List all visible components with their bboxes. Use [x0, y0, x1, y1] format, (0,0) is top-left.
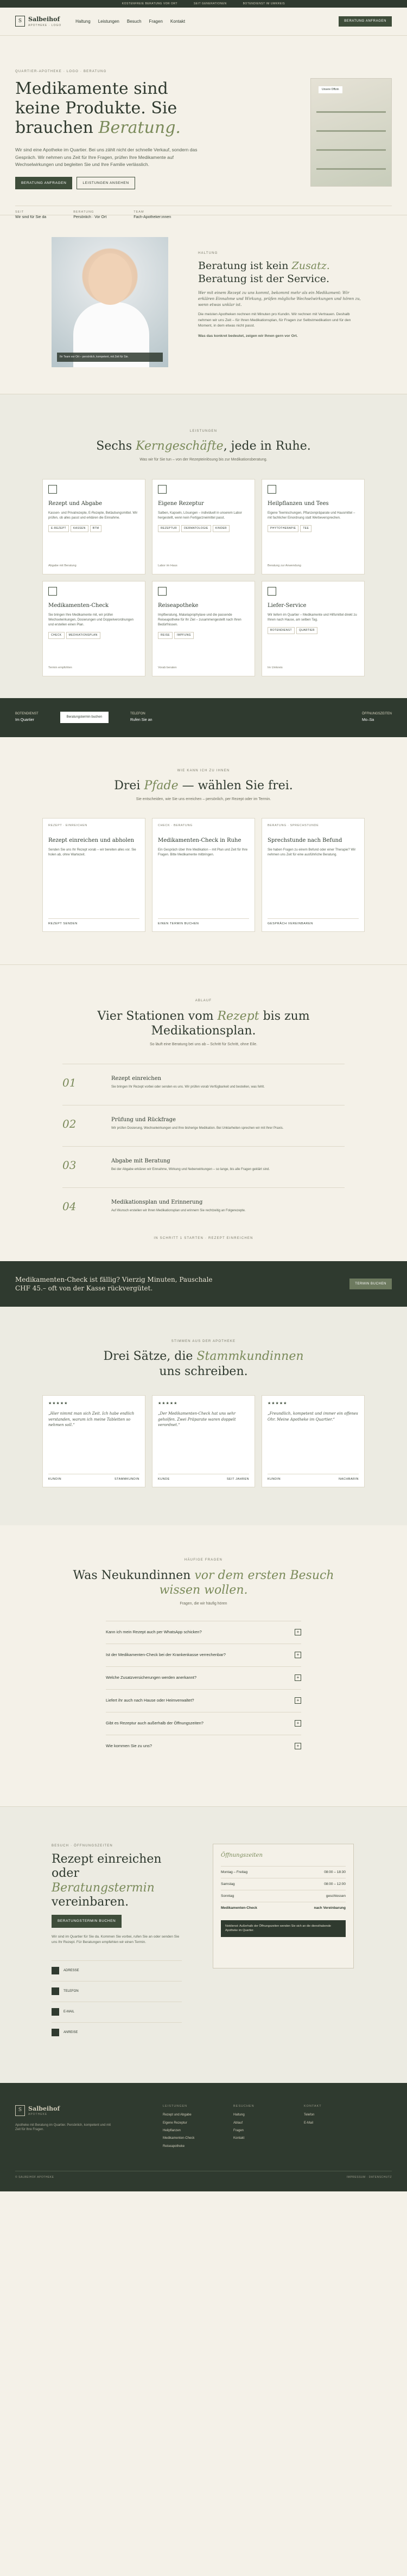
service-card[interactable]: Rezept und Abgabe Kassen- und Privatrezepte, E-Rezepte, Betäubungsmittel. Wir prüfen, ob alles passt und erklären die Einnahme. E-REZEPT KASSEN BTM Abgabe mit Beratung	[42, 479, 145, 574]
logo-mark: S	[15, 16, 25, 27]
stars-icon: ★★★★★	[268, 1402, 288, 1406]
process-footer-link[interactable]: IN SCHRITT 1 STARTEN · REZEPT EINREICHEN	[154, 1236, 253, 1240]
faq-title: Was Neukundinnen vor dem ersten Besuch wissen wollen.	[73, 1568, 334, 1597]
site-footer	[0, 2083, 407, 2191]
hours-row: Medikamenten-Check nach Vereinbarung	[221, 1902, 346, 1914]
plus-icon: +	[295, 1629, 301, 1635]
process-eyebrow: ABLAUF	[195, 999, 212, 1003]
about-eyebrow: HALTUNG	[198, 252, 218, 255]
hero-facts: SEIT Wir sind für Sie da BERATUNG Persönlich · Vor Ort TEAM Fach-Apotheker:innen	[15, 206, 392, 220]
main-nav	[0, 8, 407, 36]
reviews-section	[0, 1307, 407, 1525]
process-step: 03 Abgabe mit Beratung Bei der Abgabe erklären wir Einnahme, Wirkung und Nebenwirkungen – so lange, bis alle Fragen geklärt sind.	[62, 1146, 345, 1187]
delivery-icon	[268, 587, 276, 596]
leaf-icon	[268, 485, 276, 494]
service-card[interactable]: Medikamenten-Check Sie bringen Ihre Medikamente mit, wir prüfen Wechselwirkungen, Dosierungen und Doppelverordnungen und erstellen einen Plan. CHECK MEDIKATIONSPLAN Termin empfohlen	[42, 581, 145, 676]
services-title: Sechs Kerngeschäfte, jede in Ruhe.	[96, 439, 311, 453]
cta-text: Medikamenten-Check ist fällig? Vierzig Minuten, Pauschale CHF 45.– oft von der Kasse rückvergütet.	[15, 1275, 213, 1292]
mortar-icon	[158, 485, 167, 494]
process-section	[0, 964, 407, 1261]
about-text-strong: Was das konkret bedeutet, zeigen wir Ihnen gern vor Ort.	[198, 334, 298, 338]
footer-col-contact: KONTAKT Telefon E-Mail	[304, 2104, 322, 2125]
announcement-item: SEIT GENERATIONEN	[194, 2, 227, 5]
stars-icon: ★★★★★	[48, 1402, 68, 1406]
services-section	[0, 394, 407, 698]
announcement-item: KOSTENFREIE BERATUNG VOR ORT	[122, 2, 178, 5]
brand-name: Salbeihof	[28, 16, 60, 23]
contact-booking-button[interactable]: BERATUNGSTERMIN BUCHEN	[52, 1915, 122, 1927]
nav-link-fragen[interactable]: Fragen	[149, 18, 163, 24]
announcement-item: BOTENDIENST IM UMKREIS	[243, 2, 285, 5]
footer-logo[interactable]: S Salbeihof APOTHEKE	[15, 2105, 392, 2117]
footer-copyright: © SALBEIHOF APOTHEKE	[15, 2175, 54, 2179]
review-card: ★★★★★ „Hier nimmt man sich Zeit. Ich habe endlich verstanden, warum ich meine Tabletten so nehmen soll.“ KUNDIN STAMMKUNDIN	[42, 1395, 145, 1487]
faq-item[interactable]: Gibt es Rezeptur auch außerhalb der Öffnungszeiten? +	[106, 1712, 301, 1735]
hero-secondary-button[interactable]: LEISTUNGEN ANSEHEN	[77, 177, 135, 189]
path-card[interactable]: CHECK · BERATUNG Medikamenten-Check in Ruhe Ein Gespräch über Ihre Medikation – mit Plan und Zeit für Ihre Fragen. Bitte Medikamente mitbringen. EINEN TERMIN BUCHEN	[152, 818, 255, 932]
reviews-eyebrow: STIMMEN AUS DER APOTHEKE	[171, 1339, 236, 1343]
services-eyebrow: LEISTUNGEN	[189, 430, 218, 433]
hero-eyebrow: QUARTIER-APOTHEKE · LOGO · BERATUNG	[15, 70, 107, 73]
faq-eyebrow: HÄUFIGE FRAGEN	[184, 1558, 223, 1562]
process-subtitle: So läuft eine Beratung bei uns ab – Schritt für Schritt, ohne Eile.	[149, 1042, 258, 1046]
about-text: Die meisten Apotheken rechnen mit Minuten pro Kundin. Wir rechnen mit Vertrauen. Deshalb nehmen wir uns Zeit – für Ihren Medikationsplan, für Fragen zur Selbstmedikation und für den Moment, in dem etwas nicht passt.	[198, 312, 351, 328]
nav-cta-button[interactable]: BERATUNG ANFRAGEN	[339, 16, 392, 26]
faq-item[interactable]: Wie kommen Sie zu uns? +	[106, 1735, 301, 1757]
contact-row-directions[interactable]: ANREISE	[52, 2022, 182, 2043]
paths-title: Drei Pfade — wählen Sie frei.	[114, 779, 293, 793]
service-card[interactable]: Reiseapotheke Impfberatung, Malariaprophylaxe und die passende Reiseapotheke für Ihr Ziel – zusammengestellt nach Ihren Bedürfnissen. REISE IMPFUNG Vorab beraten	[152, 581, 255, 676]
services-subtitle: Was wir für Sie tun – von der Rezepteinlösung bis zur Medikationsberatung.	[139, 457, 268, 462]
phone-icon	[52, 1987, 59, 1995]
faq-section	[0, 1525, 407, 1806]
info-strip: BOTENDIENST Im Quartier Beratungstermin buchen TELEFON Rufen Sie an ÖFFNUNGSZEITEN Mo–Sa	[0, 698, 407, 737]
opening-hours-card	[213, 1844, 354, 1968]
review-card: ★★★★★ „Freundlich, kompetent und immer ein offenes Ohr. Meine Apotheke im Quartier.“ KUNDIN NACHBARIN	[262, 1395, 365, 1487]
nav-link-haltung[interactable]: Haltung	[75, 18, 91, 24]
about-section	[0, 215, 407, 394]
plus-icon: +	[295, 1652, 301, 1658]
pharmacist-photo	[52, 237, 168, 367]
hours-row: Samstag 08:00 – 12:00	[221, 1878, 346, 1890]
review-card: ★★★★★ „Der Medikamenten-Check hat uns sehr geholfen. Zwei Präparate waren doppelt verordnet.“ KUNDE SEIT JAHREN	[152, 1395, 255, 1487]
service-card[interactable]: Liefer-Service Wir liefern im Quartier – Medikamente und Hilfsmittel direkt zu Ihnen nach Hause, am selben Tag. BOTENDIENST QUARTIER Im Umkreis	[262, 581, 365, 676]
footer-description: Apotheke mit Beratung im Quartier. Persönlich, kompetent und mit Zeit für Ihre Fragen.	[15, 2123, 111, 2132]
brand-subtitle: APOTHEKE · LOGO	[28, 23, 62, 27]
mail-icon	[52, 2008, 59, 2016]
process-step: 02 Prüfung und Rückfrage Wir prüfen Dosierung, Wechselwirkungen und Ihre bisherige Medikation. Bei Unklarheiten sprechen wir mit Ihrer Praxis.	[62, 1105, 345, 1146]
prescription-icon	[48, 485, 57, 494]
path-action[interactable]: GESPRÄCH VEREINBAREN	[268, 918, 359, 926]
contact-row-address[interactable]: ADRESSE	[52, 1960, 182, 1981]
plus-icon: +	[295, 1697, 301, 1704]
footer-col-visit: BESUCHEN Haltung Ablauf Fragen Kontakt	[233, 2104, 255, 2140]
nav-link-besuch[interactable]: Besuch	[126, 18, 142, 24]
path-action[interactable]: REZEPT SENDEN	[48, 918, 139, 926]
emergency-note: Notdienst: Außerhalb der Öffnungszeiten wenden Sie sich an die diensthabende Apotheke im Quartier.	[221, 1920, 346, 1937]
process-title: Vier Stationen vom Rezept bis zum Medikationsplan.	[97, 1009, 310, 1038]
process-step: 04 Medikationsplan und Erinnerung Auf Wunsch erstellen wir Ihren Medikationsplan und erinnern Sie rechtzeitig an Folgerezepte.	[62, 1187, 345, 1229]
plus-icon: +	[295, 1720, 301, 1727]
contact-eyebrow: BESUCH · ÖFFNUNGSZEITEN	[52, 1844, 113, 1848]
path-card[interactable]: REZEPT · EINREICHEN Rezept einreichen und abholen Senden Sie uns Ihr Rezept vorab – wir bereiten alles vor. Sie holen ab, ohne Wartezeit. REZEPT SENDEN	[42, 818, 145, 932]
suitcase-icon	[158, 587, 167, 596]
hero-title: Medikamente sind keine Produkte. Sie brauchen Beratung.	[15, 79, 181, 138]
process-step: 01 Rezept einreichen Sie bringen Ihr Rezept vorbei oder senden es uns. Wir prüfen vorab Verfügbarkeit und bestellen, was fehlt.	[62, 1064, 345, 1105]
contact-row-email[interactable]: E-MAIL	[52, 2002, 182, 2022]
nav-link-kontakt[interactable]: Kontakt	[170, 18, 186, 24]
services-grid	[0, 479, 407, 676]
hours-row: Montag – Freitag 08:00 – 18:30	[221, 1866, 346, 1878]
pin-icon	[52, 1967, 59, 1974]
faq-item[interactable]: Welche Zusatzversicherungen werden anerkannt? +	[106, 1666, 301, 1689]
hours-row: Sonntag geschlossen	[221, 1890, 346, 1902]
strip-booking-button[interactable]: Beratungstermin buchen	[60, 712, 109, 723]
announcement-bar	[0, 0, 407, 8]
nav-link-leistungen[interactable]: Leistungen	[98, 18, 119, 24]
hero-text: Wir sind eine Apotheke im Quartier. Bei uns zählt nicht der schnelle Verkauf, sondern das Gespräch. Wir nehmen uns Zeit für Ihre Fragen, prüfen Ihre Medikamente auf Wechselwirkungen und begleiten Sie und Ihre Familie verlässlich.	[15, 147, 198, 167]
faq-item[interactable]: Ist der Medikamenten-Check bei der Krankenkasse verrechenbar? +	[106, 1644, 301, 1666]
contact-title: Rezept einreichen oder Beratungstermin vereinbaren.	[52, 1852, 162, 1909]
cta-button[interactable]: TERMIN BUCHEN	[349, 1279, 392, 1289]
hours-title: Öffnungszeiten	[221, 1852, 263, 1858]
photo-caption: Ihr Team vor Ort – persönlich, kompetent, mit Zeit für Sie.	[57, 353, 163, 362]
hero-image	[310, 78, 392, 187]
contact-section	[0, 1806, 407, 2083]
hero-image-tag: Unsere Offizin	[319, 86, 342, 93]
faq-subtitle: Fragen, die wir häufig hören	[180, 1601, 227, 1606]
footer-legal-links[interactable]: IMPRESSUM · DATENSCHUTZ	[346, 2175, 392, 2179]
plus-icon: +	[295, 1743, 301, 1749]
map-icon	[52, 2029, 59, 2036]
plus-icon: +	[295, 1674, 301, 1681]
faq-item[interactable]: Kann ich mein Rezept auch per WhatsApp schicken? +	[106, 1621, 301, 1644]
paths-section	[0, 737, 407, 965]
service-card[interactable]: Eigene Rezeptur Salben, Kapseln, Lösungen – individuell in unserem Labor hergestellt, wenn kein Fertigarzneimittel passt. REZEPTUR DERMATOLOGIE KINDER Labor im Haus	[152, 479, 255, 574]
check-cta-banner	[0, 1261, 407, 1307]
paths-eyebrow: WIE KANN ICH ZU IHNEN	[177, 769, 230, 772]
checklist-icon	[48, 587, 57, 596]
hero-section	[0, 36, 407, 219]
faq-item[interactable]: Liefert ihr auch nach Hause oder Heimverwaltet? +	[106, 1689, 301, 1712]
stars-icon: ★★★★★	[158, 1402, 178, 1406]
path-action[interactable]: EINEN TERMIN BUCHEN	[158, 918, 249, 926]
paths-subtitle: Sie entscheiden, wie Sie uns erreichen – persönlich, per Rezept oder im Termin.	[136, 797, 271, 801]
logo[interactable]	[15, 15, 61, 27]
contact-text: Wir sind im Quartier für Sie da. Kommen Sie vorbei, rufen Sie an oder senden Sie uns Ihr Rezept. Für Beratungen empfehlen wir einen Termin.	[52, 1934, 180, 1944]
footer-col-services: LEISTUNGEN Rezept und Abgabe Eigene Rezeptur Heilpflanzen Medikamenten-Check Reiseapotheke	[163, 2104, 195, 2148]
path-card[interactable]: BERATUNG · SPRECHSTUNDE Sprechstunde nach Befund Sie haben Fragen zu einem Befund oder einer Therapie? Wir nehmen uns Zeit für eine ausführliche Beratung. GESPRÄCH VEREINBAREN	[262, 818, 365, 932]
service-card[interactable]: Heilpflanzen und Tees Eigene Teemischungen, Pflanzenpräparate und Hausmittel – mit fachlicher Einordnung statt Werbeversprechen. PHYTOTHERAPIE TEE Beratung zur Anwendung	[262, 479, 365, 574]
hero-primary-button[interactable]: BERATUNG ANFRAGEN	[15, 177, 72, 189]
about-lead: Wer mit einem Rezept zu uns kommt, bekommt mehr als ein Medikament: Wir erklären Einnahme und Wirkung, prüfen mögliche Wechselwirkungen und hören zu, wenn etwas unklar ist.	[198, 290, 361, 307]
about-title: Beratung ist kein Zusatz. Beratung ist der Service.	[198, 260, 330, 285]
contact-row-phone[interactable]: TELEFON	[52, 1981, 182, 2002]
reviews-title: Drei Sätze, die Stammkundinnen uns schreiben.	[103, 1350, 304, 1378]
